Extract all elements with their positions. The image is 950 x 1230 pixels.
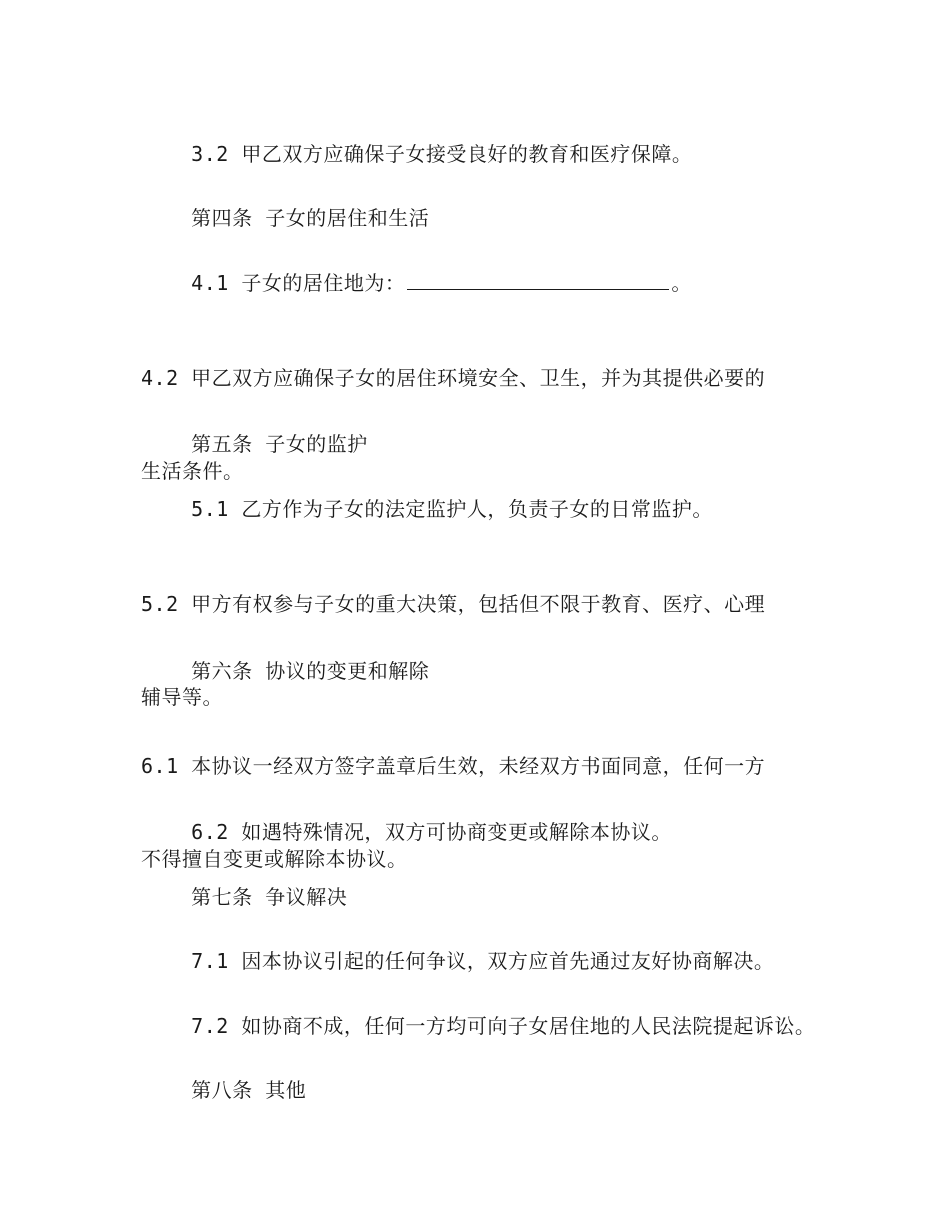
clause-4-2-line-1: 4.2 甲乙双方应确保子女的居住环境安全、卫生，并为其提供必要的: [141, 366, 766, 390]
article-6-heading-text: 第六条 协议的变更和解除: [191, 659, 430, 683]
residence-blank-field: [407, 271, 669, 290]
article-5-heading-text: 第五条 子女的监护: [191, 432, 368, 456]
clause-4-1-suffix: 。: [671, 271, 692, 295]
clause-6-2-text: 6.2 如遇特殊情况，双方可协商变更或解除本协议。: [191, 820, 672, 844]
article-7-heading-text: 第七条 争议解决: [191, 885, 348, 909]
clause-5-1-text: 5.1 乙方作为子女的法定监护人，负责子女的日常监护。: [191, 497, 713, 521]
clause-6-1-line-1: 6.1 本协议一经双方签字盖章后生效，未经双方书面同意，任何一方: [141, 754, 766, 778]
article-8-heading-text: 第八条 其他: [191, 1078, 307, 1102]
clause-5-2-line-1: 5.2 甲方有权参与子女的重大决策，包括但不限于教育、医疗、心理: [141, 592, 766, 616]
clause-7-1-text: 7.1 因本协议引起的任何争议，双方应首先通过友好协商解决。: [191, 949, 775, 973]
clause-3-2-text: 3.2 甲乙双方应确保子女接受良好的教育和医疗保障。: [191, 142, 693, 166]
clause-4-1-prefix: 4.1 子女的居住地为：: [191, 271, 406, 295]
clause-7-2-text: 7.2 如协商不成，任何一方均可向子女居住地的人民法院提起诉讼。: [191, 1014, 816, 1038]
clause-4-2-line-2: 生活条件。: [141, 459, 244, 483]
article-4-heading-text: 第四条 子女的居住和生活: [191, 206, 430, 230]
article-8-heading: [141, 1044, 821, 1137]
clause-6-1-line-2: 不得擅自变更或解除本协议。: [141, 847, 408, 871]
clause-5-2-line-2: 辅导等。: [141, 685, 223, 709]
